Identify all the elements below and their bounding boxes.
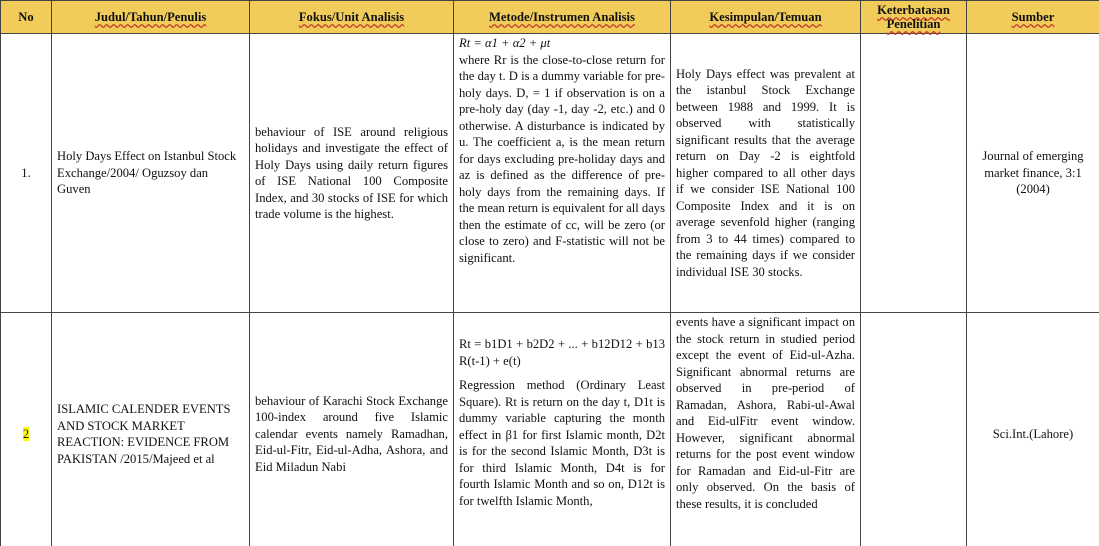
table-row <box>1 313 1099 546</box>
col-header-kesimpulan <box>671 1 861 34</box>
col-header-metode-label: Metode/Instrumen Analisis <box>489 10 635 24</box>
row-findings: events have a significant impact on the stock return in studied period except the event of Eid-ul-Azha. Significant abnormal returns are observed in pre-period of Ramadan, Ashora, Rabi-ul-Awal and Eid-ulFitr event window. However, significant abnormal returns for the post event window for Ramadan and Eid-ul-Fitr are only observed. On the basis of these results, it is concluded <box>671 313 861 546</box>
row-method <box>454 313 671 546</box>
col-header-sumber <box>967 1 1099 34</box>
col-header-judul <box>52 1 250 34</box>
row-focus: behaviour of Karachi Stock Exchange 100-index around five Islamic calendar events namely Ramadhan, Eid-ul-Fitr, Eid-ul-Adha, Ashora, and Eid Miladun Nabi <box>250 313 454 546</box>
row-number <box>1 313 52 546</box>
row-title: ISLAMIC CALENDER EVENTS AND STOCK MARKET REACTION: EVIDENCE FROM PAKISTAN /2015/Majeed et al <box>52 313 250 546</box>
row-limitations <box>861 34 967 313</box>
row-source: Sci.Int.(Lahore) <box>967 313 1099 546</box>
row-method-text: Regression method (Ordinary Least Square). Rt is return on the day t, D1t is dummy variable capturing the month effect in β1 for first Islamic month, D2t is for the second Islamic Month, D3t is for third Islamic Month, D4t is for fourth Islamic Month and so on, D12t is for twelfth Islamic Month, <box>459 378 665 508</box>
row-limitations <box>861 313 967 546</box>
col-header-keterbatasan <box>861 1 967 34</box>
table-row <box>1 34 1099 313</box>
row-source: Journal of emerging market finance, 3:1 (2004) <box>967 34 1099 313</box>
col-header-sumber-label: Sumber <box>1011 10 1055 24</box>
col-header-fokus-label: Fokus/Unit Analisis <box>298 10 405 24</box>
row-number-highlight: 2 <box>22 426 30 441</box>
row-findings: Holy Days effect was prevalent at the istanbul Stock Exchange between 1988 and 1999. It is observed with statistically significant results that the average return on Day -2 is eightfold higher compared to all other days if we consider ISE National 100 Composite Index and it is on average sevenfold higher (ranging from 3 to 44 times) compared to the remaining days if we consider individual ISE 30 stocks. <box>671 34 861 313</box>
row-method-equation: Rt = α1 + α2 + μt <box>459 36 551 50</box>
row-method-equation: Rt = b1D1 + b2D2 + ... + b12D12 + b13 R(t-1) + e(t) <box>459 337 665 368</box>
col-header-keterbatasan-label: Keterbatasan Penelitian <box>877 3 950 31</box>
row-focus: behaviour of ISE around religious holidays and investigate the effect of Holy Days using daily return figures of ISE National 100 Composite Index, and 30 stocks of ISE for which trade volume is the highest. <box>250 34 454 313</box>
header-row <box>1 1 1099 34</box>
col-header-judul-label: Judul/Tahun/Penulis <box>94 10 207 24</box>
col-header-fokus <box>250 1 454 34</box>
row-title: Holy Days Effect on Istanbul Stock Exchange/2004/ Oguzsoy dan Guven <box>52 34 250 313</box>
col-header-kesimpulan-label: Kesimpulan/Temuan <box>709 10 822 24</box>
row-method <box>454 34 671 313</box>
col-header-metode <box>454 1 671 34</box>
row-number: 1. <box>1 34 52 313</box>
row-method-text: where Rr is the close-to-close return for the day t. D is a dummy variable for pre-holy days. D, = 1 if observation is on a pre-holy day (day -1, day -2, etc.) and 0 otherwise. A disturbance is indicated by u. The coefficient a, is the mean return for days excluding pre-holiday days and az is defined as the difference of pre-holy days from the remaining days. If the mean return is equivalent for all days then the estimate of cc, will be zero (or close to zero) and F-statistic will not be significant. <box>459 52 665 265</box>
col-header-no: No <box>1 1 52 34</box>
